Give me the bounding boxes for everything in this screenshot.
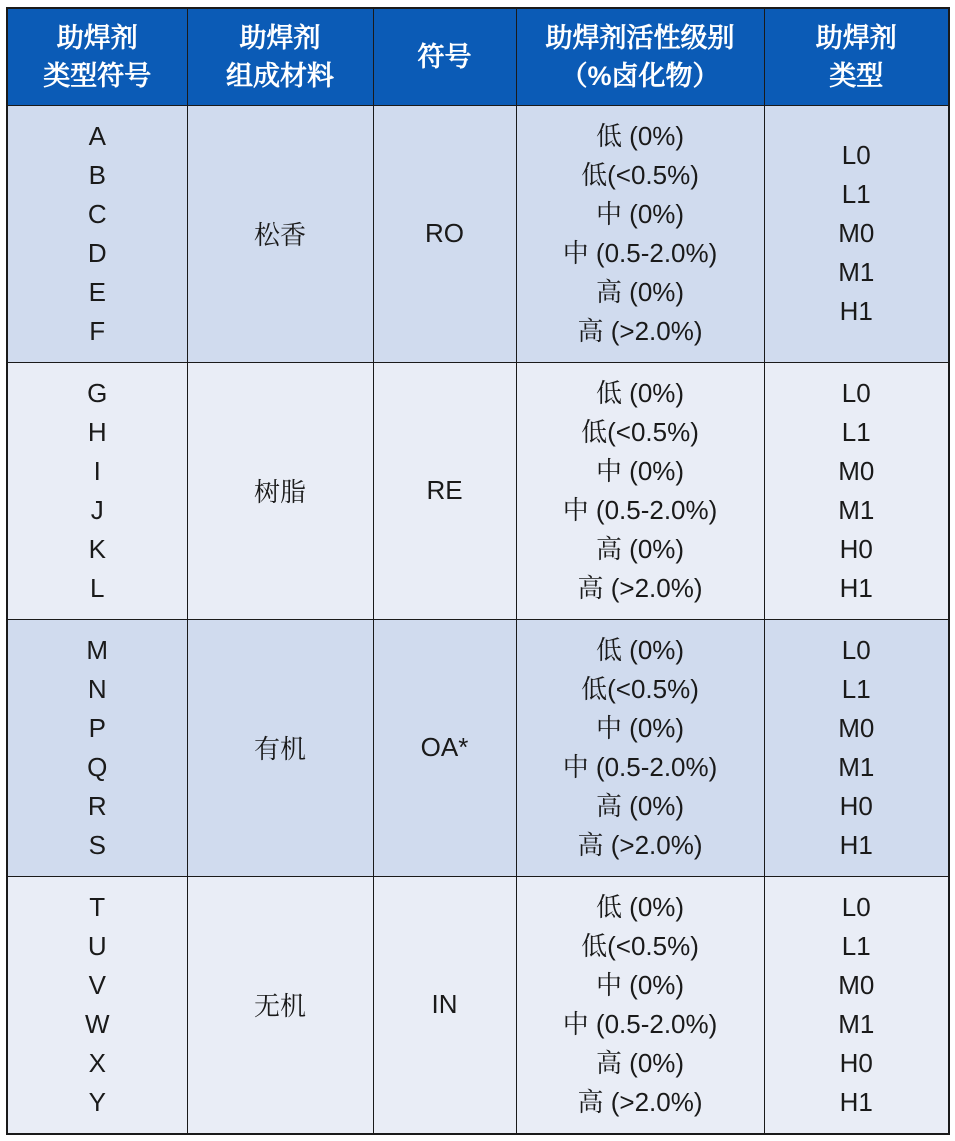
flux-type: H1 [839, 1086, 873, 1117]
flux-type: M0 [838, 712, 875, 743]
type-code: V [88, 969, 106, 1000]
flux-type: M0 [838, 218, 875, 249]
type-code: G [87, 377, 108, 408]
header-symbol: 符号 [373, 8, 516, 106]
table-header-row [7, 8, 949, 106]
activity-level: 中 (0.5-2.0%) [562, 1008, 718, 1039]
flux-type: L0 [841, 891, 871, 922]
flux-type: L0 [841, 140, 871, 171]
activity-level: 高 (>2.0%) [577, 829, 703, 860]
flux-type: H0 [839, 533, 873, 564]
type-code: N [87, 673, 107, 704]
activity-cell [516, 619, 764, 876]
activity-level: 中 (0.5-2.0%) [562, 237, 718, 268]
flux-type-cell [764, 619, 949, 876]
flux-type-cell [764, 876, 949, 1134]
activity-level: 中 (0%) [595, 198, 685, 229]
type-code-cell [7, 362, 187, 619]
table-row [7, 876, 949, 1134]
flux-classification-table [6, 7, 950, 1135]
table-row [7, 619, 949, 876]
activity-level: 高 (>2.0%) [577, 572, 703, 603]
header-activity-level: 助焊剂活性级别 （%卤化物） [516, 8, 764, 106]
flux-type: L1 [841, 930, 871, 961]
flux-type: L0 [841, 634, 871, 665]
type-code: Y [88, 1086, 106, 1117]
flux-type: L0 [841, 377, 871, 408]
flux-type: H1 [839, 572, 873, 603]
type-code: W [84, 1008, 110, 1039]
activity-level: 高 (0%) [595, 276, 685, 307]
symbol-cell: OA* [373, 619, 516, 876]
header-flux-material: 助焊剂 组成材料 [187, 8, 373, 106]
activity-cell [516, 876, 764, 1134]
activity-level: 低 (0%) [595, 891, 685, 922]
type-code: R [87, 790, 107, 821]
type-code: J [90, 494, 104, 525]
activity-level: 低 (0%) [595, 377, 685, 408]
activity-level: 高 (0%) [595, 533, 685, 564]
flux-type: L1 [841, 673, 871, 704]
flux-type: H0 [839, 790, 873, 821]
flux-type: M1 [838, 1008, 875, 1039]
activity-level: 高 (>2.0%) [577, 1086, 703, 1117]
activity-level: 高 (0%) [595, 790, 685, 821]
type-code-cell [7, 106, 187, 363]
symbol-cell: RE [373, 362, 516, 619]
type-code: A [88, 120, 106, 151]
activity-level: 低 (0%) [595, 120, 685, 151]
activity-level: 中 (0%) [595, 712, 685, 743]
material-cell: 松香 [187, 106, 373, 363]
type-code: I [93, 455, 101, 486]
type-code: M [86, 634, 109, 665]
type-code: U [87, 930, 107, 961]
header-flux-type: 助焊剂 类型 [764, 8, 949, 106]
flux-type: M1 [838, 751, 875, 782]
flux-type-cell [764, 362, 949, 619]
flux-type: H0 [839, 1047, 873, 1078]
type-code: E [88, 276, 106, 307]
flux-type: M0 [838, 455, 875, 486]
type-code: H [87, 416, 107, 447]
activity-level: 低(<0.5%) [581, 416, 699, 447]
type-code: L [90, 572, 105, 603]
type-code: X [88, 1047, 106, 1078]
activity-level: 中 (0.5-2.0%) [562, 751, 718, 782]
activity-level: 中 (0.5-2.0%) [562, 494, 718, 525]
symbol-cell: RO [373, 106, 516, 363]
material-cell: 无机 [187, 876, 373, 1134]
flux-type: H1 [839, 296, 873, 327]
type-code: F [89, 315, 106, 346]
type-code: B [88, 159, 106, 190]
type-code: C [87, 198, 107, 229]
type-code: K [88, 533, 106, 564]
activity-level: 高 (>2.0%) [577, 315, 703, 346]
type-code: S [88, 829, 106, 860]
material-cell: 有机 [187, 619, 373, 876]
activity-cell [516, 106, 764, 363]
type-code: Q [87, 751, 108, 782]
flux-type: M0 [838, 969, 875, 1000]
header-flux-type-code: 助焊剂 类型符号 [7, 8, 187, 106]
flux-type: L1 [841, 416, 871, 447]
activity-level: 低(<0.5%) [581, 159, 699, 190]
activity-level: 中 (0%) [595, 455, 685, 486]
table-row [7, 106, 949, 363]
activity-cell [516, 362, 764, 619]
symbol-cell: IN [373, 876, 516, 1134]
table-row [7, 362, 949, 619]
type-code: D [87, 237, 107, 268]
activity-level: 低 (0%) [595, 634, 685, 665]
material-cell: 树脂 [187, 362, 373, 619]
activity-level: 低(<0.5%) [581, 673, 699, 704]
flux-type-cell [764, 106, 949, 363]
activity-level: 低(<0.5%) [581, 930, 699, 961]
flux-type: M1 [838, 494, 875, 525]
activity-level: 高 (0%) [595, 1047, 685, 1078]
type-code: T [89, 891, 106, 922]
activity-level: 中 (0%) [595, 969, 685, 1000]
flux-type: L1 [841, 179, 871, 210]
flux-type: H1 [839, 829, 873, 860]
type-code-cell [7, 876, 187, 1134]
type-code: P [88, 712, 106, 743]
flux-type: M1 [838, 257, 875, 288]
flux-classification-table-container [6, 7, 948, 1135]
type-code-cell [7, 619, 187, 876]
